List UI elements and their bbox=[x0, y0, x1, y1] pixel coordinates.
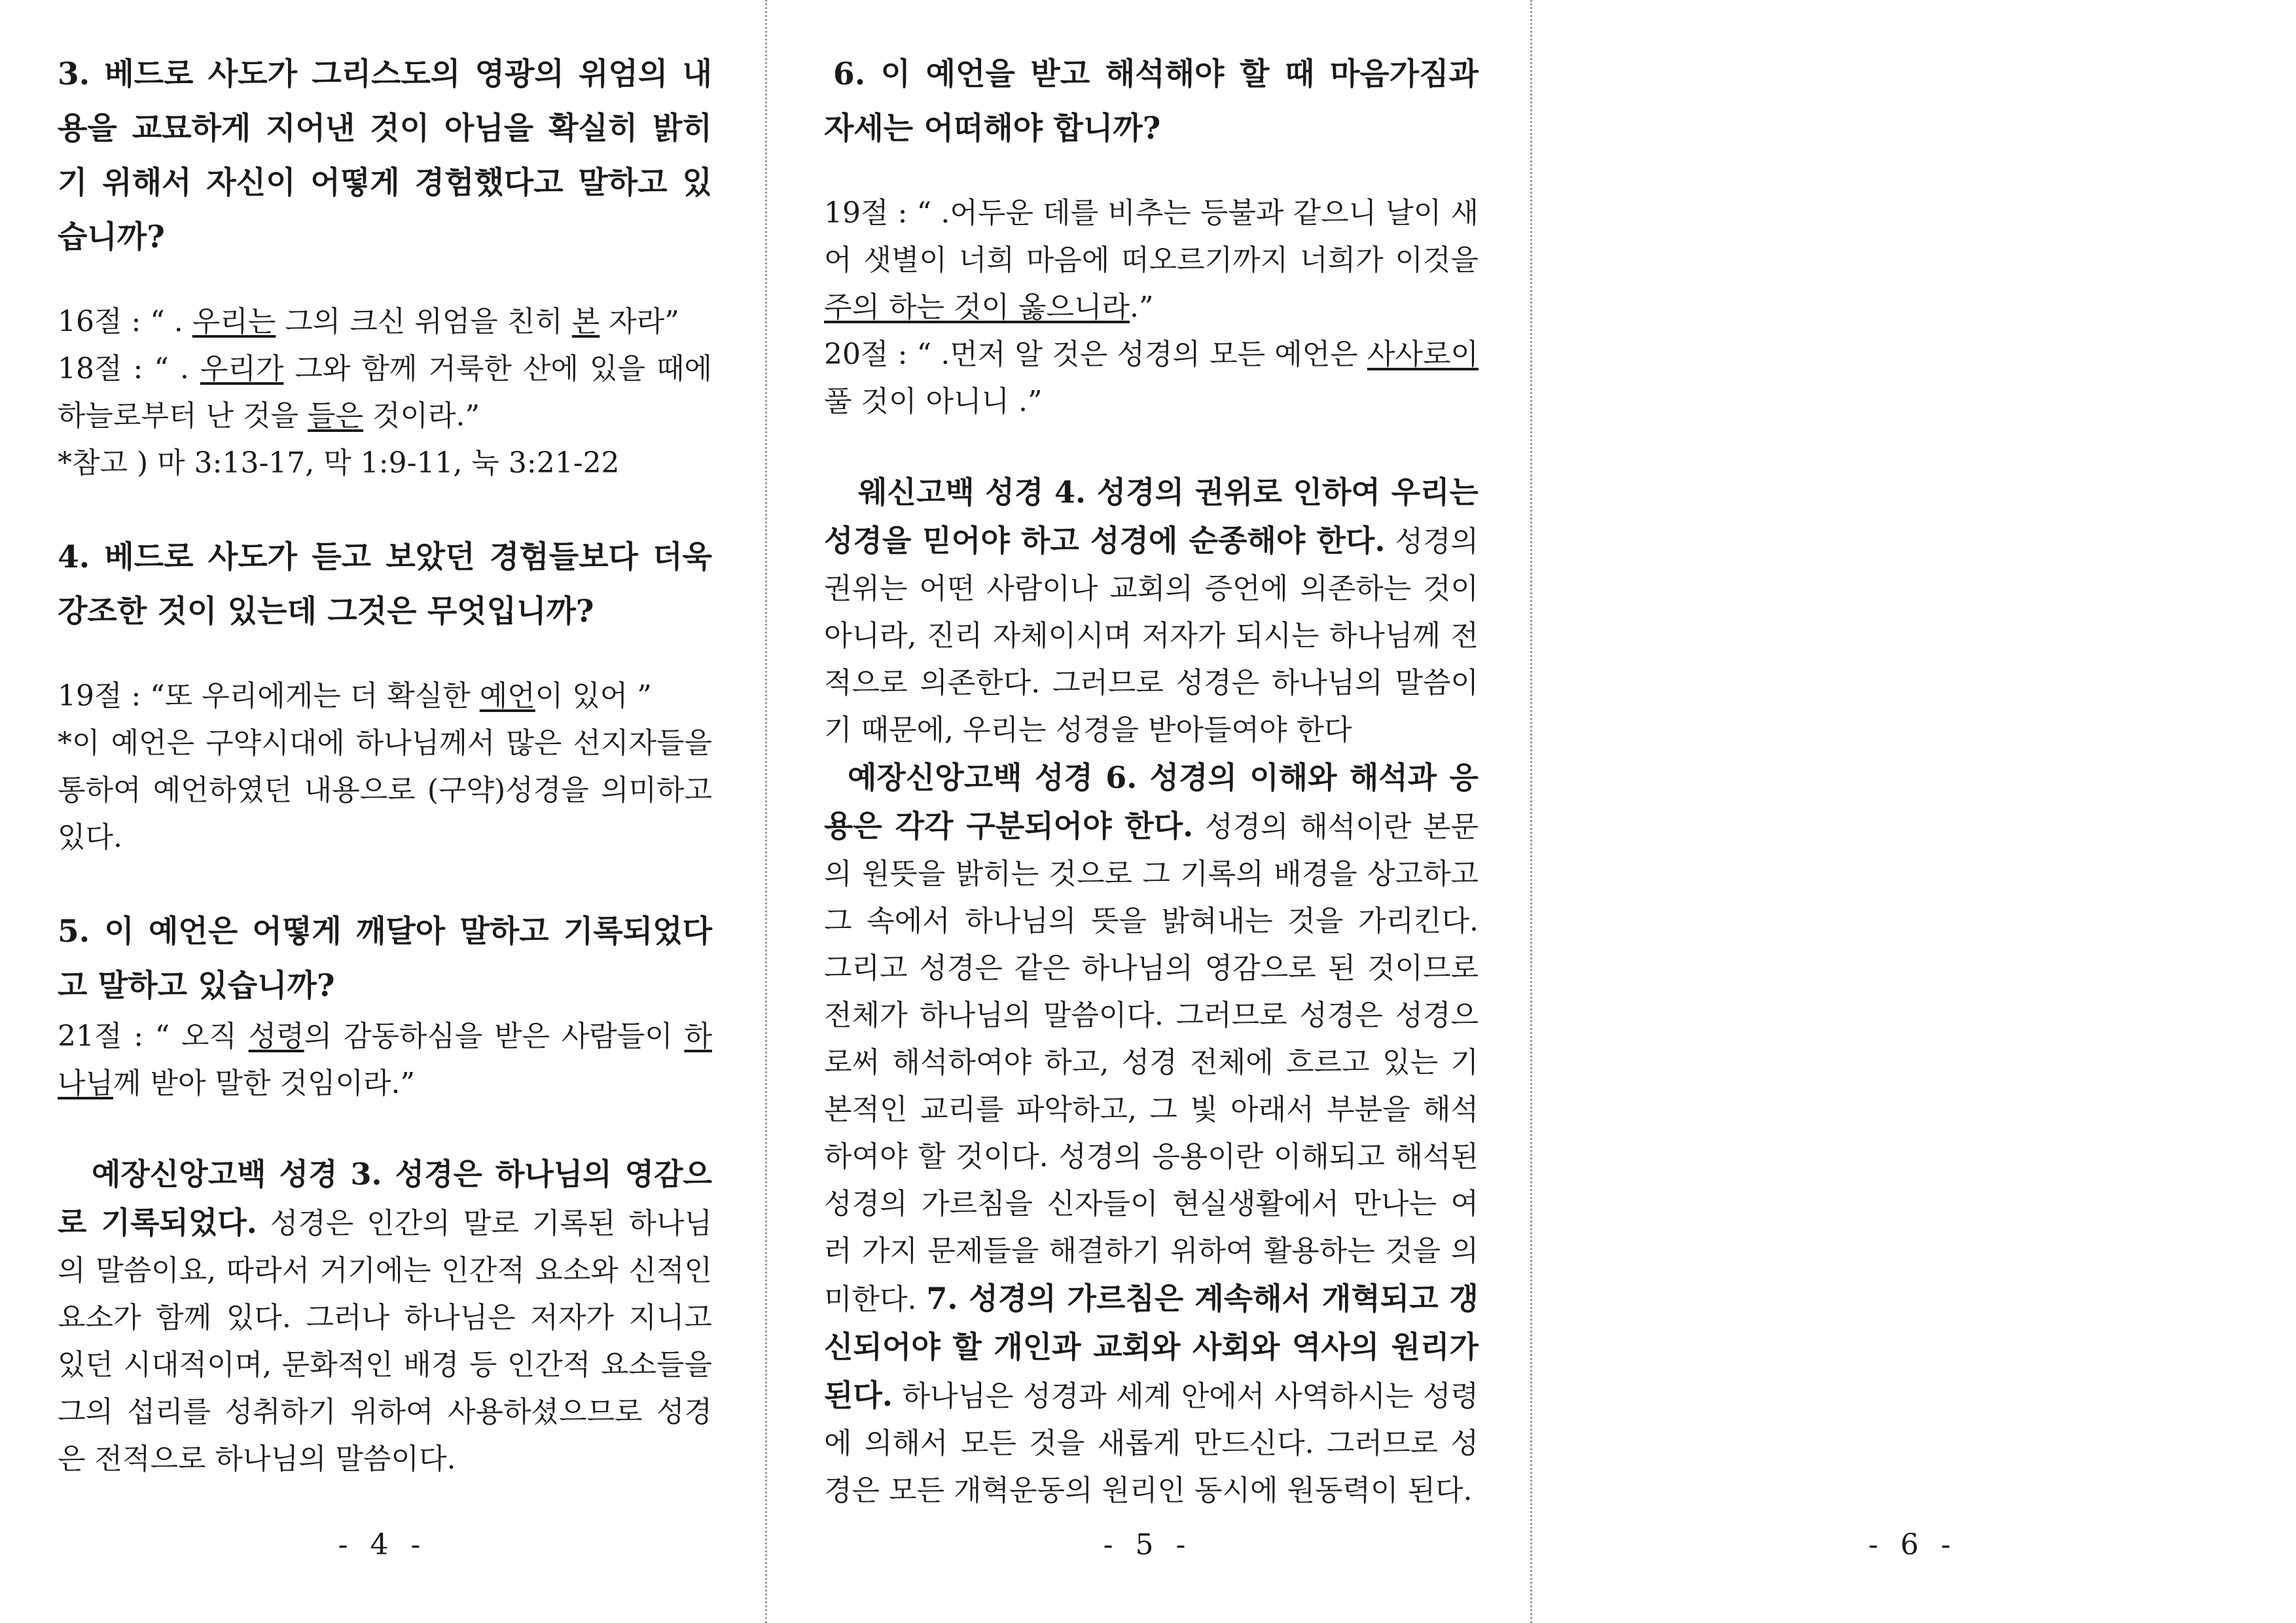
verse-21: 21절 : “ 오직 성령의 감동하심을 받은 사람들이 하나님께 받아 말한 것임이라.” bbox=[58, 1020, 712, 1100]
verse-19: 19절 : “또 우리에게는 더 확실한 예언이 있어 ” bbox=[58, 679, 652, 713]
reference-note: *참고 ) 마 3:13-17, 막 1:9-11, 눅 3:21-22 bbox=[58, 446, 620, 480]
page-number-5: - 5 - bbox=[1103, 1528, 1193, 1561]
confession-6-7-paragraph: 예장신앙고백 성경 6. 성경의 이해와 해석과 응용은 각각 구분되어야 한다. 성경의 해석이란 본문의 원뜻을 밝히는 것으로 그 기록의 배경을 상고하고 그 속에서 하나님의 뜻을 밝혀내는 것을 가리킨다. 그리고 성경은 같은 하나님의 영감으로 된 것이므로 전체가 하나님의 말씀이다. 그러므로 성경은 성경으로써 해석하여야 하고, 성경 전체에 흐르고 있는 기본적인 교리를 파악하고, 그 빛 아래서 부분을 해석하여야 할 것이다. 성경의 응용이란 이해되고 해석된 성경의 가르침을 신자들이 현실생활에서 만나는 여러 가지 문제들을 해결하기 위하여 활용하는 것을 의미한다. 7. 성경의 가르침은 계속해서 개혁되고 갱신되어야 할 개인과 교회와 사회와 역사의 원리가 된다. 하나님은 성경과 세계 안에서 사역하시는 성령에 의해서 모든 것을 새롭게 만드신다. 그러므로 성경은 모든 개혁운동의 원리인 동시에 원동력이 된다. bbox=[824, 760, 1479, 1507]
page-5-content bbox=[824, 47, 1479, 1514]
confession-3-paragraph: 예장신앙고백 성경 3. 성경은 하나님의 영감으로 기록되었다. 성경은 인간의 말로 기록된 하나님의 말씀이요, 따라서 거기에는 인간적 요소와 신적인 요소가 함께 있다. 그러나 하나님은 저자가 지니고 있던 시대적이며, 문화적인 배경 등 인간적 요소들을 그의 섭리를 성취하기 위하여 사용하셨으므로 성경은 전적으로 하나님의 말씀이다. bbox=[58, 1156, 712, 1476]
question-5: 5. 이 예언은 어떻게 깨달아 말하고 기록되었다고 말하고 있습니까? bbox=[58, 914, 712, 1004]
verse-19-b: 19절 : “ .어두운 데를 비추는 등불과 같으니 날이 새어 샛별이 너희 마음에 떠오르기까지 너희가 이것을 주의 하는 것이 옳으니라.” bbox=[824, 196, 1479, 324]
verse-20: 20절 : “ .먼저 알 것은 성경의 모든 예언은 사사로이 풀 것이 아니니 .” bbox=[824, 338, 1479, 418]
verse-18: 18절 : “ . 우리가 그와 함께 거룩한 산에 있을 때에 하늘로부터 난 것을 들은 것이라.” bbox=[58, 352, 713, 433]
question-6: 6. 이 예언을 받고 해석해야 할 때 마음가짐과 자세는 어떠해야 합니까? bbox=[824, 56, 1479, 147]
page-5 bbox=[765, 0, 1530, 1623]
verse-16: 16절 : “ . 우리는 그의 크신 위엄을 친히 본 자라” bbox=[58, 305, 679, 338]
question-3: 3. 베드로 사도가 그리스도의 영광의 위엄의 내용을 교묘하게 지어낸 것이 아님을 확실히 밝히기 위해서 자신이 어떻게 경험했다고 말하고 있습니까? bbox=[58, 56, 712, 255]
westminster-confession-paragraph: 웨신고백 성경 4. 성경의 권위로 인하여 우리는 성경을 믿어야 하고 성경에 순종해야 한다. 성경의 권위는 어떤 사람이나 교회의 증언에 의존하는 것이 아니라, 진리 자체이시며 저자가 되시는 하나님께 전적으로 의존한다. 그러므로 성경은 하나님의 말씀이기 때문에, 우리는 성경을 받아들여야 한다 bbox=[824, 474, 1479, 747]
page-4 bbox=[0, 0, 765, 1623]
prophecy-note: *이 예언은 구약시대에 하나님께서 많은 선지자들을 통하여 예언하였던 내용으로 (구약)성경을 의미하고 있다. bbox=[58, 726, 712, 854]
page-6 bbox=[1530, 0, 2295, 1623]
page-number-6: - 6 - bbox=[1868, 1528, 1958, 1561]
page-number-4: - 4 - bbox=[338, 1528, 427, 1561]
question-4: 4. 베드로 사도가 듣고 보았던 경험들보다 더욱 강조한 것이 있는데 그것은 무엇입니까? bbox=[58, 539, 712, 630]
page-4-content bbox=[58, 47, 712, 1483]
